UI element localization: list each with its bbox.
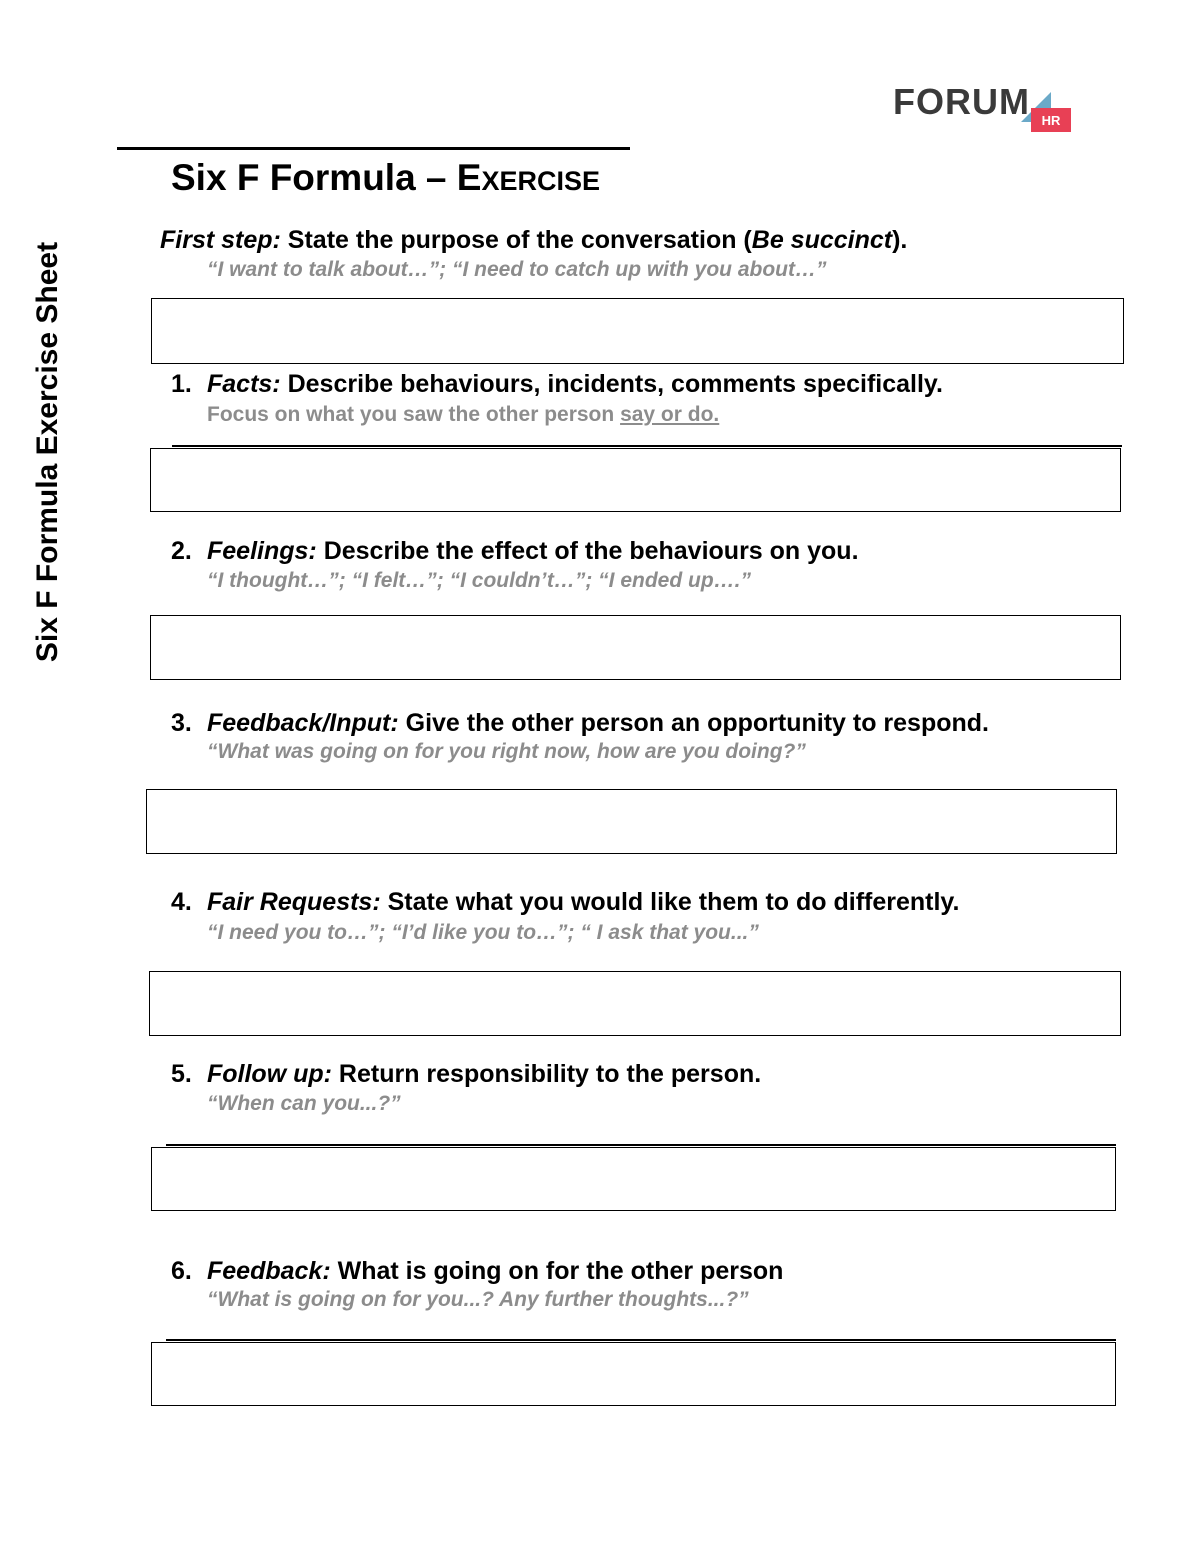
step-4-heading — [171, 888, 959, 917]
step-3-answer-box[interactable] — [146, 789, 1117, 854]
step-1-heading — [171, 370, 943, 399]
step-1-hint-text: Focus on what you saw the other person — [207, 403, 621, 426]
title-rule — [117, 147, 630, 150]
first-step-hint: “I want to talk about…”; “I need to catch up with you about…” — [207, 258, 827, 281]
page-title — [171, 157, 600, 199]
step-1-label: Facts: — [207, 370, 281, 398]
step-5-text: Return responsibility to the person. — [331, 1060, 762, 1088]
logo-badge: HR — [1031, 108, 1071, 132]
step-1-text: Describe behaviours, incidents, comments specifically. — [280, 370, 943, 398]
side-title: Six F Formula Exercise Sheet — [31, 241, 64, 663]
first-step-answer-box[interactable] — [151, 298, 1124, 364]
step-4-text: State what you would like them to do differently. — [380, 888, 960, 916]
step-2-text: Describe the effect of the behaviours on you. — [316, 537, 859, 565]
step-6-number: 6. — [171, 1257, 192, 1285]
step-5-label: Follow up: — [207, 1060, 332, 1088]
step-4-answer-box[interactable] — [149, 971, 1121, 1036]
step-6-rule — [166, 1339, 1116, 1341]
step-4-hint: “I need you to…”; “I’d like you to…”; “ I ask that you...” — [207, 921, 759, 944]
step-4-label: Fair Requests: — [207, 888, 381, 916]
step-2-label: Feelings: — [207, 537, 317, 565]
forum-hr-logo — [893, 81, 1063, 136]
step-4-number: 4. — [171, 888, 192, 916]
step-6-label: Feedback: — [207, 1257, 331, 1285]
step-3-hint: “What was going on for you right now, how are you doing?” — [207, 740, 806, 763]
step-3-text: Give the other person an opportunity to respond. — [398, 709, 989, 737]
step-2-answer-box[interactable] — [150, 615, 1121, 680]
page-title-exercise-rest: XERCISE — [481, 166, 601, 196]
step-5-answer-box[interactable] — [151, 1147, 1116, 1211]
step-1-hint — [207, 403, 719, 427]
step-5-rule — [166, 1144, 1116, 1146]
step-6-heading — [171, 1257, 783, 1286]
step-5-number: 5. — [171, 1060, 192, 1088]
step-2-number: 2. — [171, 537, 192, 565]
step-2-heading — [171, 537, 859, 566]
step-1-number: 1. — [171, 370, 192, 398]
step-1-hint-underlined: say or do. — [620, 403, 720, 426]
page-title-main: Six F Formula – — [171, 157, 457, 198]
step-5-heading — [171, 1060, 761, 1089]
step-6-answer-box[interactable] — [151, 1342, 1116, 1406]
step-3-heading — [171, 709, 989, 738]
step-1-answer-box[interactable] — [150, 448, 1121, 512]
step-2-hint: “I thought…”; “I felt…”; “I couldn’t…”; “I ended up….” — [207, 569, 751, 592]
page-title-exercise-initial: E — [456, 157, 482, 198]
first-step-text-b: ). — [892, 226, 908, 254]
first-step-heading — [160, 226, 907, 255]
step-3-label: Feedback/Input: — [207, 709, 399, 737]
step-3-number: 3. — [171, 709, 192, 737]
step-6-hint: “What is going on for you...? Any further thoughts...?” — [207, 1288, 749, 1311]
first-step-emphasis: Be succinct — [751, 226, 893, 254]
step-5-hint: “When can you...?” — [207, 1092, 401, 1115]
first-step-label: First step: — [160, 226, 281, 254]
logo-text: FORUM — [893, 81, 1030, 122]
step-1-rule — [172, 445, 1122, 447]
first-step-text-a: State the purpose of the conversation ( — [280, 226, 752, 254]
step-6-text: What is going on for the other person — [330, 1257, 784, 1285]
